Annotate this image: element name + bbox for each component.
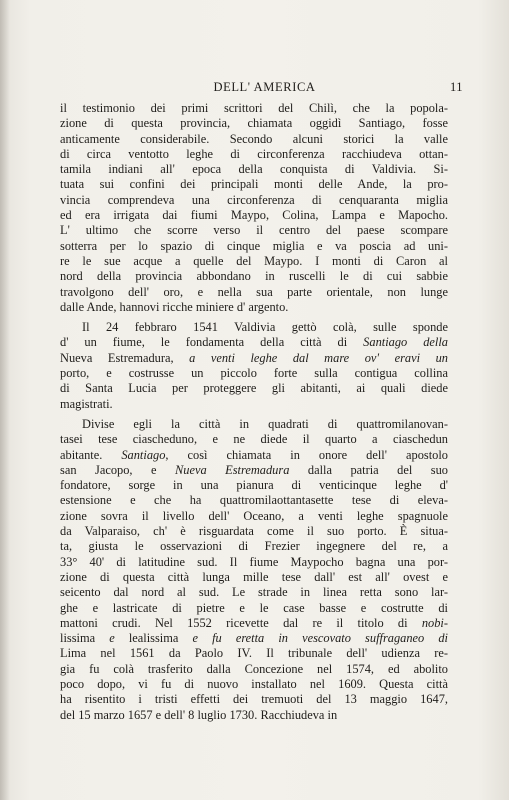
text-segment: tamila indiani all' epoca della conquista di Valdivia. Si- bbox=[60, 162, 448, 177]
text-segment: fondatore, sorge in una pianura di venticinque leghe d' bbox=[60, 478, 448, 493]
body-text bbox=[60, 101, 448, 723]
text-segment: , così chiamata in onore dell' apostolo bbox=[165, 447, 448, 462]
text-line bbox=[60, 539, 448, 554]
italic-text: e fu eretta in vescovato suffraganeo di bbox=[178, 631, 448, 646]
text-line bbox=[60, 269, 448, 284]
text-segment: 33° 40' di latitudine sud. Il fiume Maypocho bagna una por- bbox=[60, 554, 448, 569]
text-line bbox=[60, 646, 448, 661]
text-line bbox=[60, 208, 448, 223]
text-segment: di Santa Lucia per proteggere gli abitanti, ai quali diede bbox=[60, 381, 448, 396]
text-segment: porto, e costrusse un piccolo forte sulla contigua collina bbox=[60, 366, 448, 381]
text-segment: del 15 marzo 1657 e dell' 8 luglio 1730. Racchiudeva in bbox=[60, 707, 338, 722]
text-segment: Il 24 febbraro 1541 Valdivia gettò colà, sulle sponde bbox=[82, 320, 448, 335]
text-segment: dalle Ande, hannovi ricche miniere d' argento. bbox=[60, 299, 289, 314]
text-segment: seicento dal nord al sud. Le strade in linea retta sono lar- bbox=[60, 585, 448, 600]
text-line bbox=[60, 177, 448, 192]
text-line bbox=[60, 162, 448, 177]
text-segment: ha risentito i tristi effetti dei tremuoti del 13 maggio 1647, bbox=[60, 692, 448, 707]
text-segment: il testimonio dei primi scrittori del Chilì, che la popola- bbox=[60, 101, 448, 115]
text-line bbox=[60, 493, 448, 508]
running-head bbox=[60, 80, 469, 96]
text-segment: ta, giusta le osservazioni di Frezier ingegnere del re, a bbox=[60, 539, 448, 554]
text-segment: re le sue acque a quelle del Maypo. I monti di Caron al bbox=[60, 253, 448, 268]
italic-text: Santiago della bbox=[363, 335, 448, 350]
text-segment: vincia comprendeva una circonferenza di cenquaranta miglia bbox=[60, 192, 448, 207]
text-line bbox=[60, 193, 448, 208]
text-line bbox=[60, 555, 448, 570]
italic-text: nobi- bbox=[421, 615, 448, 630]
text-segment: da Valparaiso, ch' è risguardata come il suo porto. È situa- bbox=[60, 524, 448, 539]
page-number: 11 bbox=[449, 80, 463, 94]
text-segment: gia fu colà trasferito dalla Concezione nel 1574, ed abolito bbox=[60, 661, 448, 676]
text-segment: zione di questa città lunga mille tese dall' est all' ovest e bbox=[60, 569, 448, 584]
page-edge-shadow bbox=[0, 0, 10, 800]
text-segment: magistrati. bbox=[60, 396, 113, 411]
text-line bbox=[60, 692, 448, 707]
text-line bbox=[60, 239, 448, 254]
text-line bbox=[60, 509, 448, 524]
text-line bbox=[60, 601, 448, 616]
text-line bbox=[60, 463, 448, 478]
italic-text: , a venti leghe dal mare ov' eravi un bbox=[170, 350, 448, 365]
text-segment: nord della provincia abbondano in ruscelli le di cui sabbie bbox=[60, 269, 448, 284]
text-segment: Lima nel 1561 da Paolo IV. Il tribunale dell' udienza re- bbox=[60, 646, 448, 661]
text-line bbox=[60, 417, 448, 432]
text-segment: anticamente considerabile. Secondo alcuni storici la valle bbox=[60, 131, 448, 146]
text-segment: Divise egli la città in quadrati di quattromilanovan- bbox=[82, 416, 448, 431]
italic-text: Nueva Estremadura bbox=[175, 462, 290, 477]
text-segment: zione sovra il livello dell' Oceano, a venti leghe spagnuole bbox=[60, 508, 448, 523]
text-line bbox=[60, 320, 448, 335]
text-line bbox=[60, 677, 448, 692]
text-line bbox=[60, 335, 448, 350]
running-title: DELL' AMERICA bbox=[213, 80, 316, 94]
text-line bbox=[60, 631, 448, 646]
text-segment: Nueva Estremadura bbox=[60, 350, 171, 365]
text-line bbox=[60, 351, 448, 366]
text-line bbox=[60, 300, 448, 315]
text-segment: mattoni crudi. Nel 1552 ricevette dal re il titolo di bbox=[60, 615, 422, 630]
text-line bbox=[60, 381, 448, 396]
text-line bbox=[60, 397, 448, 412]
text-segment: tasei tese ciascheduno, e ne diede il quarto a ciaschedun bbox=[60, 432, 448, 447]
italic-text: e bbox=[95, 631, 129, 646]
text-segment: L' ultimo che scorre verso il centro del paese scompare bbox=[60, 223, 448, 238]
text-segment: sotterra per lo spazio di cinque miglia e va poscia ad uni- bbox=[60, 238, 448, 253]
text-segment: lissima bbox=[60, 631, 96, 646]
text-line bbox=[60, 570, 448, 585]
text-line bbox=[60, 616, 448, 631]
text-segment: lealissima bbox=[128, 631, 179, 646]
text-line bbox=[60, 585, 448, 600]
text-line bbox=[60, 524, 448, 539]
text-line bbox=[60, 708, 448, 723]
text-line bbox=[60, 147, 448, 162]
text-segment: ghe e lastricate di pietre e le case basse e costrutte di bbox=[60, 600, 448, 615]
text-segment: d' un fiume, le fondamenta della città di bbox=[60, 335, 364, 350]
text-line bbox=[60, 366, 448, 381]
text-line bbox=[60, 478, 448, 493]
text-line bbox=[60, 432, 448, 447]
text-segment: di circa ventotto leghe di circonferenza racchiudeva ottan- bbox=[60, 146, 448, 161]
text-line bbox=[60, 285, 448, 300]
text-line bbox=[60, 662, 448, 677]
text-segment: abitante. bbox=[60, 447, 122, 462]
text-segment: travolgono dell' oro, e nella sua parte orientale, non lunge bbox=[60, 284, 448, 299]
text-line bbox=[60, 132, 448, 147]
text-line bbox=[60, 223, 448, 238]
text-segment: zione di questa provincia, chiamata oggidì Santiago, fosse bbox=[60, 116, 448, 131]
italic-text: Santiago bbox=[121, 447, 166, 462]
text-segment: dalla patria del suo bbox=[289, 462, 448, 477]
text-line bbox=[60, 101, 448, 116]
text-line bbox=[60, 448, 448, 463]
text-segment: tuata sui confini dei principali monti delle Ande, la pro- bbox=[60, 177, 448, 192]
text-line bbox=[60, 116, 448, 131]
text-line bbox=[60, 254, 448, 269]
text-segment: poco dopo, vi fu di nuovo installato nel 1609. Questa città bbox=[60, 676, 448, 691]
text-segment: estensione e che ha quattromilaottantasette tese di eleva- bbox=[60, 493, 448, 508]
text-segment: san Jacopo, e bbox=[60, 462, 175, 477]
text-segment: ed era irrigata dai fiumi Maypo, Colina, Lampa e Mapocho. bbox=[60, 208, 448, 223]
